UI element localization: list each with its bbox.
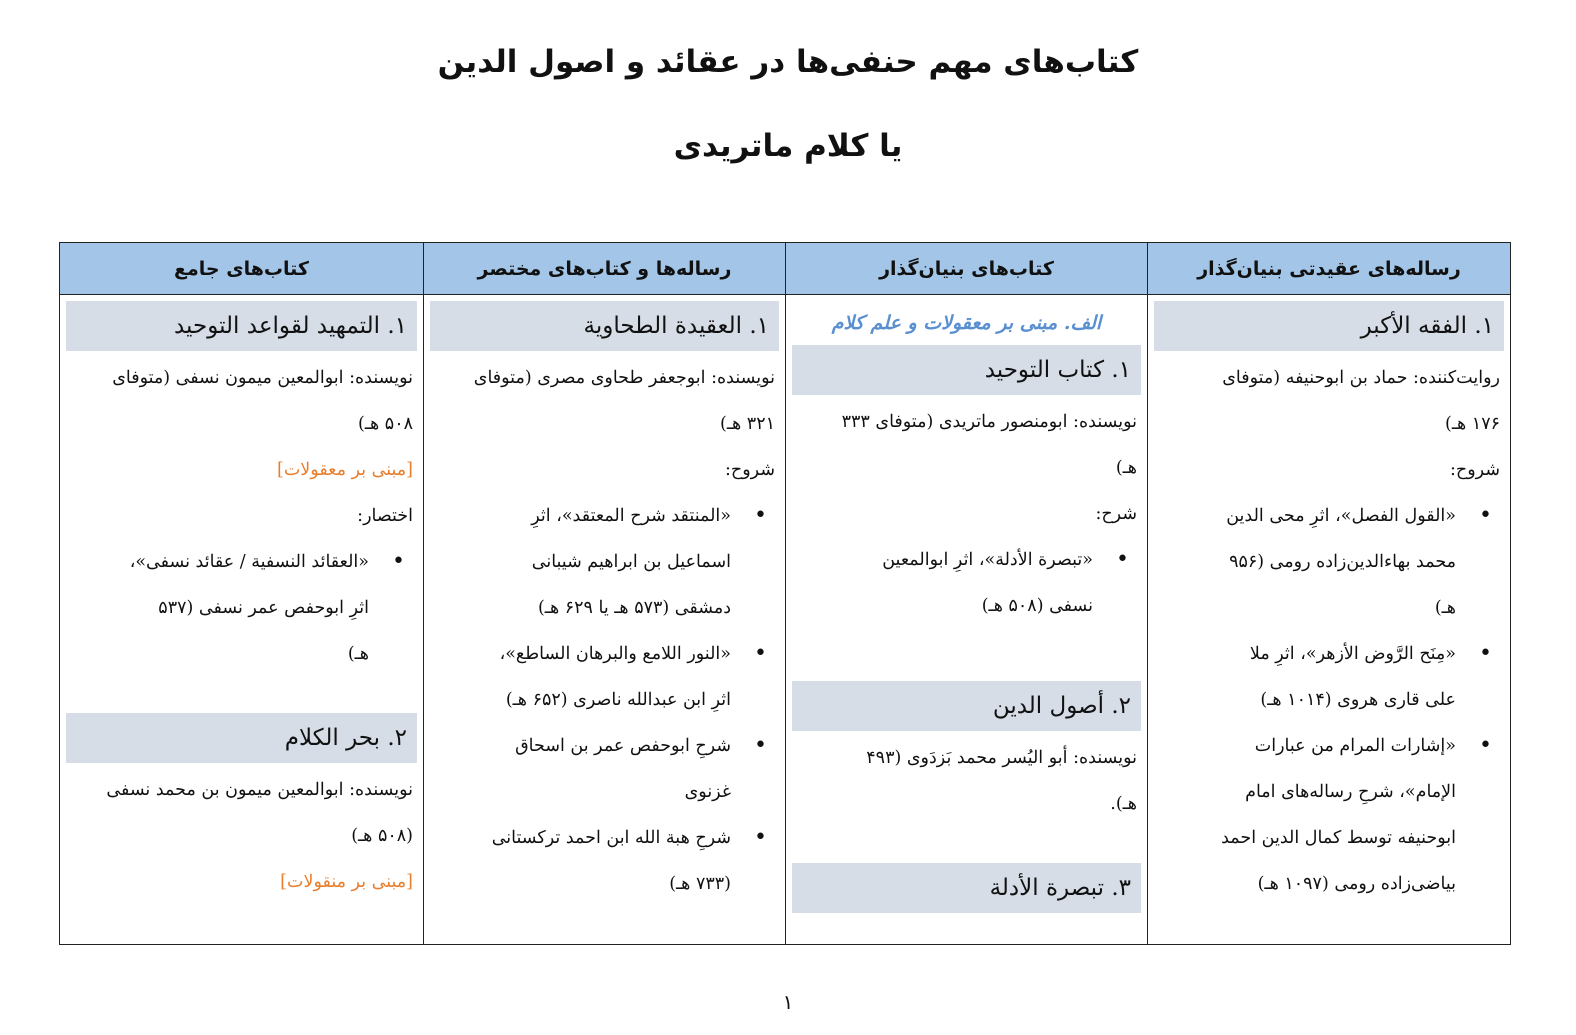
list-item [1168,723,1492,907]
author-line: نویسنده: ابوجعفر طحاوی مصری (متوفای [473,368,775,388]
header-short-treatises: رساله‌ها و کتاب‌های مختصر [424,243,786,295]
list-item [444,493,767,631]
list-item-line: «النور اللامع والبرهان الساطع»، [499,644,731,664]
book-title: ۱. الفقه الأکبر [1154,301,1504,351]
bullet-icon: • [754,733,767,758]
bullet-icon: • [754,503,767,528]
table-header-row [60,243,1511,295]
book-title: ۱. کتاب التوحید [792,345,1141,395]
bullet-icon: • [1479,503,1492,528]
list-item-line: محمد بهاءالدین‌زاده رومی (۹۵۶ [1229,552,1456,572]
author-line: ۵۰۸ هـ) [358,414,413,434]
list-item-line: شرحِ هبة الله ابن احمد ترکستانی [491,828,731,848]
list-item [444,815,767,907]
list-item-line: ابوحنیفه توسط کمال الدین احمد [1221,828,1456,848]
list-item-line: هـ) [1434,598,1456,618]
document-title-line2: یا کلام ماتریدی [673,128,903,164]
list-item-line: بیاضی‌زاده رومی (۱۰۹۷ هـ) [1257,874,1456,894]
page-number: ۱ [782,990,794,1014]
basis-note: [مبنی بر منقولات] [280,872,413,892]
basis-note: [مبنی بر معقولات] [277,460,413,480]
bullet-icon: • [754,641,767,666]
book-title: ۳. تبصرة الأدلة [792,863,1141,913]
book-title: ۱. العقیدة الطحاویة [430,301,779,351]
list-item-line: علی قاری هروی (۱۰۱۴ هـ) [1260,690,1456,710]
bullet-icon: • [1116,547,1129,572]
commentaries-label: شروح: [1450,460,1500,480]
document-title-line1: کتاب‌های مهم حنفی‌ها در عقائد و اصول الدین [437,44,1139,80]
author-line: ۳۲۱ هـ) [720,414,775,434]
bullet-icon: • [1479,733,1492,758]
header-comprehensive: کتاب‌های جامع [60,243,424,295]
commentaries-list [1154,493,1504,907]
book-title: ۱. التمهید لقواعد التوحید [66,301,417,351]
list-item-line: دمشقی (۵۷۳ هـ یا ۶۲۹ هـ) [537,598,731,618]
author-line: نویسنده: أبو الیُسر محمد بَزدَوی (۴۹۳ [866,748,1137,768]
list-item [444,631,767,723]
list-item-line: غزنوی [684,782,731,802]
list-item-line: هـ) [347,644,369,664]
list-item-line: «تبصرة الأدلة»، اثرِ ابوالمعین [882,550,1093,570]
commentaries-label: شروح: [725,460,775,480]
author-line: نویسنده: ابوالمعین میمون نسفی (متوفای [112,368,413,388]
list-item-line: اثرِ ابوحفص عمر نسفی (۵۳۷ [158,598,369,618]
list-item [444,723,767,815]
subheading: الف. مبنی بر معقولات و علم کلام [831,312,1102,334]
abridgements-list [66,539,417,677]
list-item-line: «مِنَح الرَّوض الأزهر»، اثرِ ملا [1249,644,1456,664]
list-item-line: «العقائد النسفیة / عقائد نسفی»، [129,552,369,572]
list-item-line: شرحِ ابوحفص عمر بن اسحاق [515,736,731,756]
list-item-line: «المنتقد شرح المعتقد»، اثرِ [531,506,731,526]
column-short-treatises [424,295,786,945]
book-title: ۲. أصول الدین [792,681,1141,731]
commentaries-list [792,537,1141,629]
commentaries-list [430,493,779,907]
narrator-line: ۱۷۶ هـ) [1445,414,1500,434]
author-line: هـ) [1115,458,1137,478]
author-line: هـ). [1110,794,1137,814]
bullet-icon: • [1479,641,1492,666]
bullet-icon: • [754,825,767,850]
list-item [80,539,405,677]
list-item [806,537,1129,629]
books-table [59,242,1511,945]
narrator-line: روایت‌کننده: حماد بن ابوحنیفه (متوفای [1222,368,1500,388]
list-item [1168,493,1492,631]
header-founding-creeds: رساله‌های عقیدتی بنیان‌گذار [1148,243,1511,295]
author-line: (۵۰۸ هـ) [351,826,413,846]
list-item-line: الإمام»، شرحِ رساله‌های امام [1245,782,1456,802]
list-item-line: (۷۳۳ هـ) [669,874,731,894]
bullet-icon: • [392,549,405,574]
commentary-label: شرح: [1095,504,1137,524]
author-line: نویسنده: ابومنصور ماتریدی (متوفای ۳۳۳ [841,412,1137,432]
list-item-line: «القول الفصل»، اثرِ محی الدین [1226,506,1456,526]
list-item-line: «إشارات المرام من عبارات [1254,736,1456,756]
book-title: ۲. بحر الکلام [66,713,417,763]
column-founding-books [786,295,1148,945]
abridgement-label: اختصار: [357,506,413,526]
list-item-line: اثرِ ابن عبدالله ناصری (۶۵۲ هـ) [505,690,731,710]
list-item [1168,631,1492,723]
column-comprehensive [60,295,424,945]
author-line: نویسنده: ابوالمعین میمون بن محمد نسفی [106,780,413,800]
column-founding-creeds [1148,295,1511,945]
header-founding-books: کتاب‌های بنیان‌گذار [786,243,1148,295]
list-item-line: اسماعیل بن ابراهیم شیبانی [531,552,731,572]
list-item-line: نسفی (۵۰۸ هـ) [981,596,1093,616]
